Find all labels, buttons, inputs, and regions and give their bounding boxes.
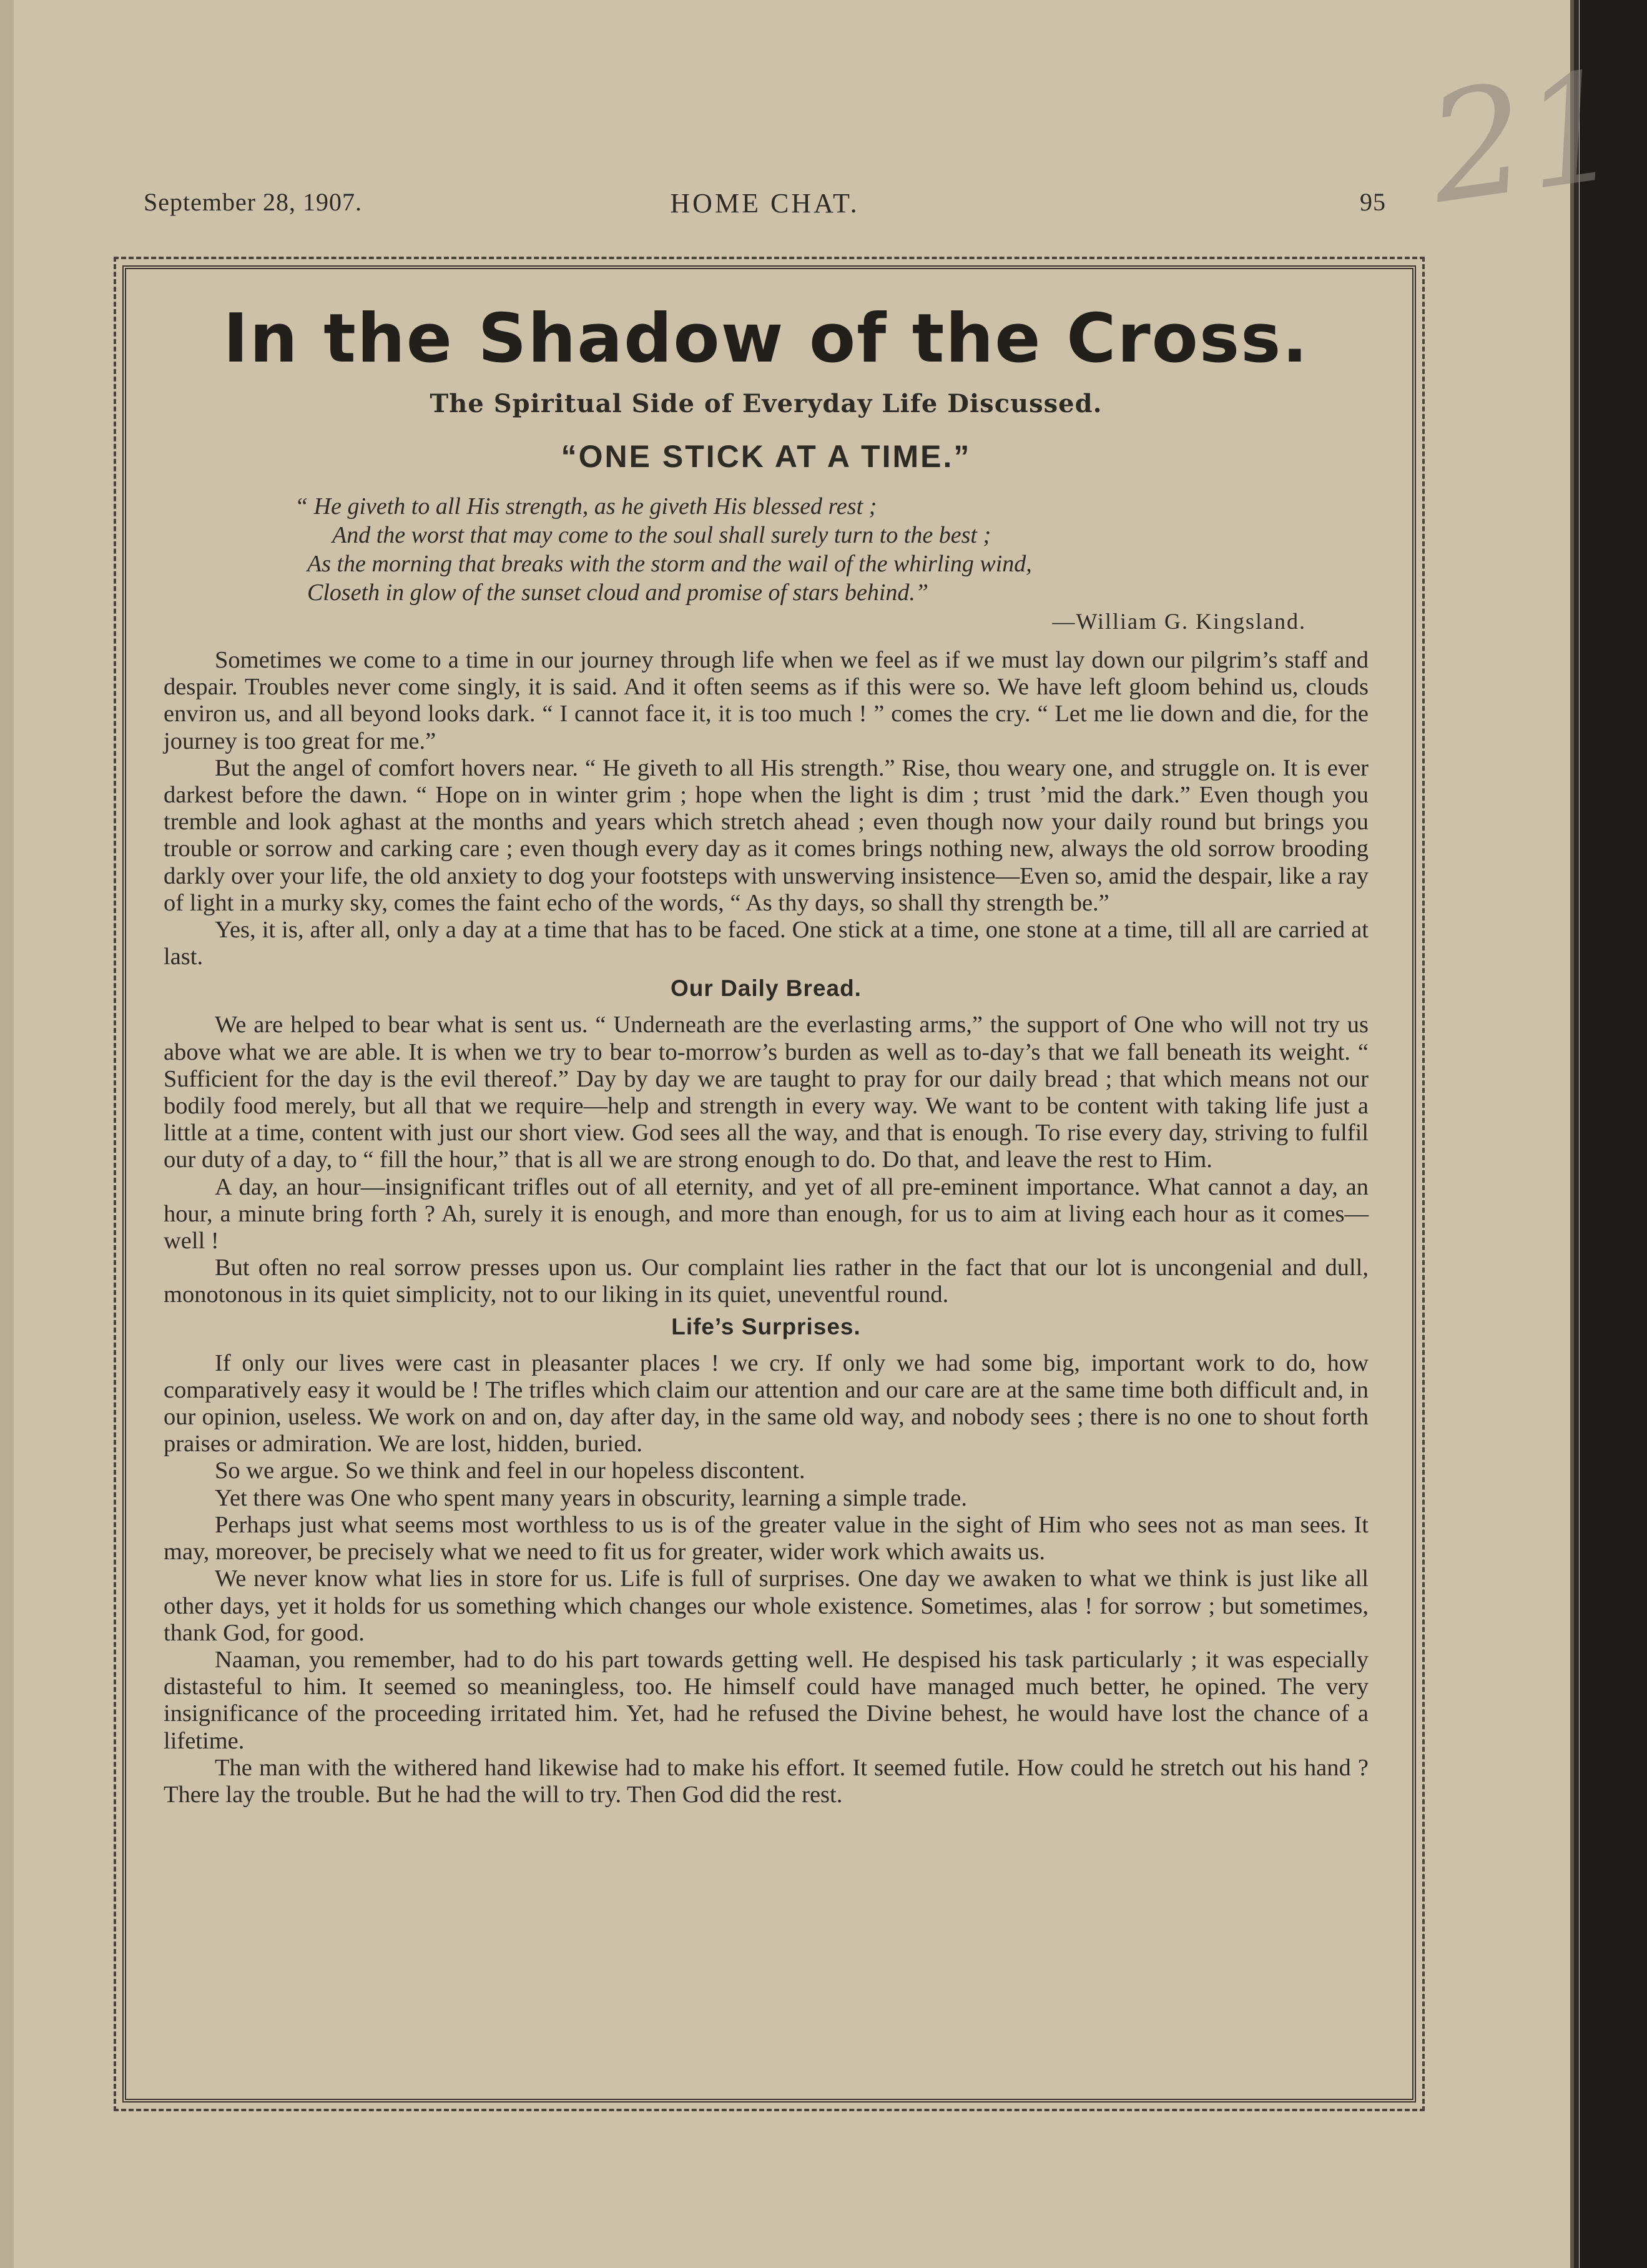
poem-line: As the morning that breaks with the storm and the wail of the whirling wind,	[307, 551, 1032, 577]
poem-line: And the worst that may come to the soul shall surely turn to the best ;	[332, 522, 991, 548]
paragraph: But the angel of comfort hovers near. “ He giveth to all His strength.” Rise, thou weary one, and struggle on. It is ever darkest before the dawn. “ Hope on in winter grim ; hope when the light is dim ; trust ’mid the dark.” Even though you tremble and look aghast at the months and years which stretch ahead ; even though now your daily round but brings you trouble or sorrow and carking care ; even though every day as it comes brings nothing new, always the old sorrow brooding darkly over your life, the old anxiety to dog your footsteps with unswerving insistence—Even so, amid the despair, like a ray of light in a murky sky, comes the faint echo of the words, “ As thy days, so shall thy strength be.”	[164, 754, 1369, 916]
epigraph-poem	[295, 492, 1369, 607]
publication-name: HOME CHAT.	[670, 188, 860, 219]
poem-line: “ He giveth to all His strength, as he giveth His blessed rest ;	[295, 493, 877, 520]
running-header	[144, 187, 1386, 225]
paragraph: But often no real sorrow presses upon us. Our complaint lies rather in the fact that our lot is uncongenial and dull, monotonous in its quiet simplicity, not to our liking in its quiet, uneventful round.	[164, 1255, 1369, 1308]
paragraph: We are helped to bear what is sent us. “ Underneath are the everlasting arms,” the support of One who will not try us above what we are able. It is when we try to bear to-morrow’s burden as well as to-day’s that we fall beneath its weight. “ Sufficient for the day is the evil thereof.” Day by day we are taught to pray for our daily bread ; that which means not our bodily food merely, but all that we require—help and strength in every way. We want to be content with taking life just a little at a time, content with just our short view. God sees all the way, and that is enough. To rise every day, striving to fulfil our duty of a day, to “ fill the hour,” that is all we are strong enough to do. Do that, and leave the rest to Him.	[164, 1012, 1369, 1173]
page-number: 95	[1360, 188, 1386, 216]
article-body	[164, 293, 1369, 1808]
scan-dark-edge	[1580, 0, 1647, 2268]
article-motto: “ONE STICK AT A TIME.”	[561, 439, 971, 474]
section-heading: Life’s Surprises.	[671, 1313, 861, 1339]
paragraph: If only our lives were cast in pleasanter places ! we cry. If only we had some big, important work to do, how comparatively easy it would be ! The trifles which claim our attention and our care are at the same time both difficult and, in our opinion, useless. We work on and on, day after day, in the same old way, and nobody sees ; there is no one to shout forth praises or admiration. We are lost, hidden, buried.	[164, 1349, 1369, 1457]
issue-date: September 28, 1907.	[144, 188, 363, 216]
paragraph: Sometimes we come to a time in our journey through life when we feel as if we must lay down our pilgrim’s staff and despair. Troubles never come singly, it is said. And it often seems as if this were so. We have left gloom behind us, clouds environ us, and all beyond looks dark. “ I cannot face it, it is too much ! ” comes the cry. “ Let me lie down and die, for the journey is too great for me.”	[164, 647, 1369, 754]
section-heading: Our Daily Bread.	[671, 975, 862, 1002]
article-title: In the Shadow of the Cross.	[223, 300, 1309, 378]
paragraph: Yes, it is, after all, only a day at a time that has to be faced. One stick at a time, one stone at a time, till all are carried at last.	[164, 917, 1369, 970]
paragraph: So we argue. So we think and feel in our hopeless discontent.	[215, 1457, 805, 1484]
paragraph: Perhaps just what seems most worthless to us is of the greater value in the sight of Him who sees not as man sees. It may, moreover, be precisely what we need to fit us for greater, wider work which awaits us.	[164, 1511, 1369, 1565]
paragraph: The man with the withered hand likewise had to make his effort. It seemed futile. How could he stretch out his hand ? There lay the trouble. But he had the will to try. Then God did the rest.	[164, 1754, 1369, 1808]
poem-line: Closeth in glow of the sunset cloud and promise of stars behind.”	[307, 579, 929, 606]
paragraph: Yet there was One who spent many years in obscurity, learning a simple trade.	[215, 1484, 967, 1511]
poem-author: —William G. Kingsland.	[1052, 609, 1306, 634]
page-left-strip	[0, 0, 14, 2268]
paragraph: Naaman, you remember, had to do his part towards getting well. He despised his task particularly ; it was especially distasteful to him. It seemed so meaningless, too. He himself could have managed much better, he opined. The very insignificance of the proceeding irritated him. Yet, had he refused the Divine behest, he would have lost the chance of a lifetime.	[164, 1646, 1369, 1754]
handwritten-page-mark: 21	[1418, 37, 1632, 237]
paragraph: A day, an hour—insignificant trifles out of all eternity, and yet of all pre-eminent importance. What cannot a day, an hour, a minute bring forth ? Ah, surely it is enough, and more than enough, for us to aim at living each hour as it comes—well !	[164, 1173, 1369, 1255]
article-subtitle: The Spiritual Side of Everyday Life Discussed.	[430, 389, 1103, 418]
paragraph: We never know what lies in store for us. Life is full of surprises. One day we awaken to what we think is just like all other days, yet it holds for us something which changes our whole existence. Sometimes, alas ! for sorrow ; but sometimes, thank God, for good.	[164, 1565, 1369, 1646]
